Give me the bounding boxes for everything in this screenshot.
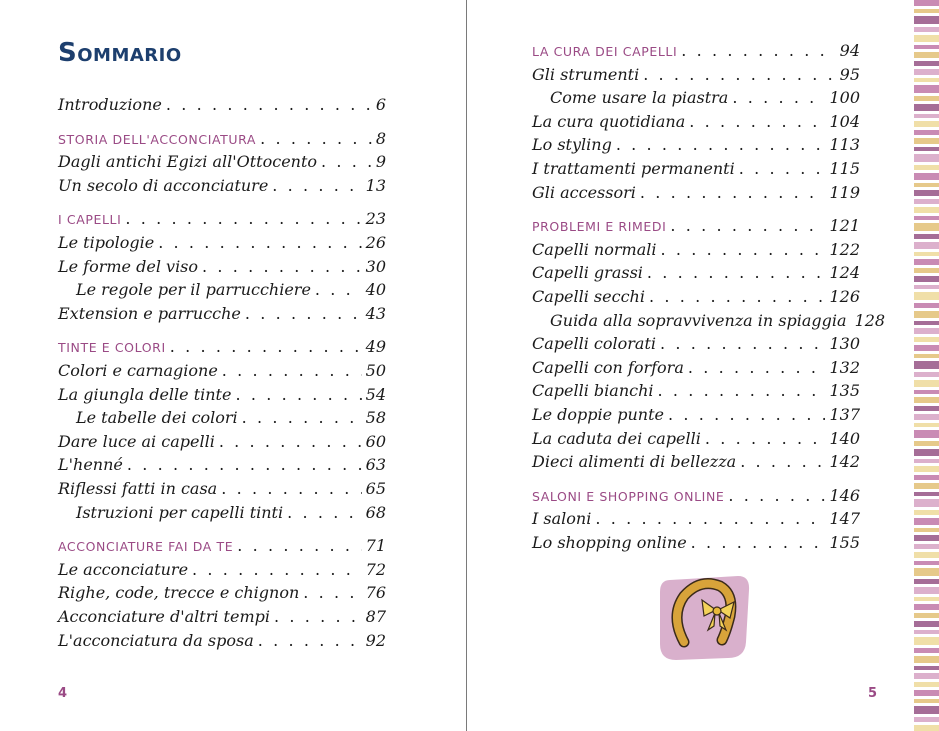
stripe: [914, 459, 939, 463]
stripe: [914, 130, 939, 135]
toc-leader-dots: [668, 404, 825, 426]
toc-entry: [532, 286, 860, 308]
toc-page-number: 115: [829, 159, 860, 178]
toc-leader-dots: [222, 360, 362, 382]
toc-label: Extension e parrucche: [58, 303, 241, 323]
stripe: [914, 114, 939, 118]
stripe: [914, 207, 939, 213]
toc-page-number: 30: [365, 256, 386, 276]
toc-leader-dots: [245, 303, 362, 325]
toc-entry: [58, 360, 386, 382]
toc-label: I saloni: [532, 509, 592, 529]
toc-page-number: 137: [829, 405, 860, 424]
headband-with-bow-icon: [656, 572, 752, 662]
stripe: [914, 190, 939, 196]
stripe: [914, 528, 939, 532]
stripe: [914, 466, 939, 472]
toc-leader-dots: [260, 128, 372, 150]
stripe: [914, 354, 939, 358]
page-number-right: 5: [868, 686, 878, 701]
toc-entry: [532, 182, 860, 204]
stripe: [914, 690, 939, 696]
toc-page-number: 146: [829, 485, 860, 505]
toc-leader-dots: [158, 232, 361, 254]
toc-entry: [532, 64, 860, 86]
stripe: [914, 535, 939, 541]
toc-entry: [532, 357, 860, 379]
stripe: [914, 621, 939, 627]
toc-entry: [532, 239, 860, 261]
stripe: [914, 165, 939, 170]
toc-leader-dots: [649, 286, 826, 308]
toc-leader-dots: [219, 431, 362, 453]
stripe: [914, 45, 939, 49]
stripe: [914, 121, 939, 127]
stripe: [914, 78, 939, 82]
stripe: [914, 380, 939, 387]
toc-page-number: 119: [829, 182, 860, 202]
toc-label: Gli accessori: [532, 182, 636, 202]
stripe: [914, 216, 939, 220]
toc-leader-dots: [647, 262, 826, 284]
toc-entry: [550, 87, 860, 109]
toc-entry: [58, 384, 386, 406]
stripe: [914, 372, 939, 377]
page-gutter-divider: [466, 0, 467, 731]
toc-entry: [58, 431, 386, 453]
stripe: [914, 648, 939, 653]
toc-page-number: 140: [829, 428, 860, 448]
toc-page-number: 63: [365, 455, 386, 475]
toc-entry: [532, 428, 860, 450]
toc-label: Capelli bianchi: [532, 381, 654, 401]
toc-label: Le tipologie: [58, 233, 155, 252]
toc-label: Le regole per il parrucchiere: [76, 280, 311, 300]
stripe: [914, 666, 939, 670]
toc-page-number: 92: [365, 630, 386, 650]
toc-entry: [58, 454, 386, 476]
toc-page-number: 49: [365, 337, 386, 357]
toc-leader-dots: [658, 380, 826, 402]
toc-label: I trattamenti permanenti: [532, 159, 735, 178]
stripe: [914, 673, 939, 679]
toc-label: Dare luce ai capelli: [58, 431, 215, 451]
toc-page-number: 68: [365, 502, 386, 522]
toc-entry: [58, 582, 386, 604]
toc-entry: [58, 559, 386, 581]
toc-section: [58, 208, 386, 230]
toc-entry: [58, 256, 386, 278]
toc-page-number: 23: [365, 209, 386, 229]
stripe: [914, 259, 939, 265]
stripe: [914, 430, 939, 438]
stripe: [914, 321, 939, 325]
toc-label: La giungla delle tinte: [58, 384, 232, 404]
stripe: [914, 85, 939, 93]
page-title: Sommario: [58, 38, 182, 68]
toc-page-number: 58: [365, 408, 386, 428]
stripe: [914, 9, 939, 13]
toc-page-number: 76: [365, 583, 386, 603]
toc-leader-dots: [740, 451, 825, 473]
toc-label: Colori e carnagione: [58, 361, 218, 380]
toc-section: [58, 336, 386, 358]
decorative-stripe-border: [914, 0, 939, 731]
toc-label: Dieci alimenti di bellezza: [532, 452, 737, 472]
stripe: [914, 568, 939, 576]
stripe: [914, 303, 939, 308]
stripe: [914, 61, 939, 66]
toc-page-number: 130: [829, 334, 860, 354]
stripe: [914, 630, 939, 634]
toc-leader-dots: [315, 279, 362, 301]
stripe: [914, 561, 939, 565]
toc-label: Un secolo di acconciature: [58, 175, 269, 195]
toc-leader-dots: [202, 256, 362, 278]
toc-leader-dots: [321, 151, 372, 173]
toc-label: Come usare la piastra: [550, 88, 729, 108]
toc-entry: [76, 279, 386, 301]
stripe: [914, 199, 939, 204]
toc-page-number: 60: [365, 431, 386, 451]
toc-label: SALONI E SHOPPING ONLINE: [532, 488, 725, 504]
stripe: [914, 717, 939, 722]
stripe: [914, 397, 939, 403]
toc-entry: [532, 532, 860, 554]
toc-label: STORIA DELL'ACCONCIATURA: [58, 131, 257, 147]
toc-page-number: 113: [829, 135, 860, 155]
toc-entry: [532, 380, 860, 402]
toc-label: Riflessi fatti in casa: [58, 479, 218, 498]
toc-section: [58, 128, 386, 150]
stripe: [914, 285, 939, 289]
toc-label: Istruzioni per capelli tinti: [76, 502, 284, 522]
toc-leader-dots: [258, 630, 362, 652]
toc-entry: [58, 94, 386, 116]
stripe: [914, 311, 939, 318]
stripe: [914, 242, 939, 249]
stripe: [914, 604, 939, 610]
stripe: [914, 499, 939, 507]
toc-leader-dots: [595, 508, 825, 530]
toc-page-number: 121: [829, 216, 860, 236]
toc-label: Capelli colorati: [532, 334, 657, 354]
toc-leader-dots: [640, 182, 826, 204]
stripe: [914, 449, 939, 456]
stripe: [914, 656, 939, 663]
toc-leader-dots: [303, 582, 361, 604]
toc-entry: [76, 502, 386, 524]
toc-label: Lo shopping online: [532, 533, 687, 552]
stripe: [914, 544, 939, 549]
toc-leader-dots: [616, 134, 826, 156]
toc-entry: [58, 175, 386, 197]
toc-page-number: 6: [375, 95, 386, 114]
stripe: [914, 268, 939, 273]
toc-leader-dots: [670, 215, 825, 237]
toc-entry: [58, 151, 386, 173]
toc-page-number: 94: [839, 41, 860, 60]
toc-section: [532, 40, 860, 62]
stripe: [914, 138, 939, 144]
stripe: [914, 276, 939, 282]
stripe: [914, 16, 939, 24]
stripe: [914, 0, 939, 6]
toc-page-number: 43: [365, 303, 386, 323]
toc-leader-dots: [235, 384, 361, 406]
toc-entry: [58, 232, 386, 254]
toc-entry: [58, 303, 386, 325]
stripe: [914, 328, 939, 334]
toc-label: TINTE E COLORI: [58, 340, 166, 356]
toc-entry: [550, 310, 886, 332]
stripe: [914, 587, 939, 594]
toc-leader-dots: [170, 336, 362, 358]
toc-page-number: 155: [829, 533, 860, 552]
toc-section: [532, 215, 860, 237]
toc-page-number: 132: [829, 357, 860, 377]
stripe: [914, 252, 939, 256]
toc-page-number: 8: [375, 128, 386, 148]
stripe: [914, 423, 939, 427]
stripe: [914, 96, 939, 101]
stripe: [914, 483, 939, 489]
toc-label: Guida alla sopravvivenza in spiaggia: [550, 310, 847, 330]
stripe: [914, 475, 939, 480]
stripe: [914, 345, 939, 351]
toc-entry: [532, 451, 860, 473]
toc-label: Capelli normali: [532, 239, 657, 259]
toc-label: Capelli con forfora: [532, 357, 684, 377]
toc-page-number: 122: [829, 239, 860, 259]
toc-page-number: 40: [365, 280, 386, 300]
toc-page-number: 95: [839, 64, 860, 84]
toc-section: [532, 485, 860, 507]
toc-entry: [58, 606, 386, 628]
toc-leader-dots: [237, 535, 361, 557]
stripe: [914, 579, 939, 584]
toc-leader-dots: [728, 485, 825, 507]
stripe: [914, 223, 939, 231]
toc-entry: [532, 262, 860, 284]
toc-page-number: 50: [365, 361, 386, 380]
toc-leader-dots: [643, 64, 835, 86]
toc-entry: [532, 508, 860, 530]
toc-page-number: 71: [365, 536, 386, 556]
toc-page-number: 54: [365, 384, 386, 404]
toc-entry: [532, 158, 860, 180]
stripe: [914, 510, 939, 515]
toc-label: Gli strumenti: [532, 64, 640, 84]
toc-leader-dots: [125, 208, 361, 230]
toc-page-number: 126: [829, 287, 860, 306]
toc-entry: [58, 630, 386, 652]
toc-section: [58, 535, 386, 557]
stripe: [914, 441, 939, 446]
toc-label: L'henné: [58, 455, 123, 475]
toc-leader-dots: [242, 407, 362, 429]
stripe: [914, 706, 939, 714]
toc-leader-dots: [192, 559, 362, 581]
toc-entry: [532, 404, 860, 426]
stripe: [914, 52, 939, 58]
toc-leader-dots: [689, 111, 825, 133]
toc-leader-dots: [274, 606, 362, 628]
toc-label: Le acconciature: [58, 559, 189, 579]
stripe: [914, 597, 939, 601]
stripe: [914, 27, 939, 32]
toc-entry: [76, 407, 386, 429]
stripe: [914, 147, 939, 151]
stripe: [914, 492, 939, 496]
stripe: [914, 414, 939, 420]
toc-label: L'acconciatura da sposa: [58, 630, 254, 650]
stripe: [914, 613, 939, 618]
stripe: [914, 154, 939, 162]
stripe: [914, 183, 939, 187]
toc-leader-dots: [688, 357, 826, 379]
stripe: [914, 292, 939, 300]
stripe: [914, 173, 939, 180]
toc-entry: [532, 111, 860, 133]
toc-label: Le forme del viso: [58, 256, 199, 276]
toc-label: Lo styling: [532, 135, 612, 155]
toc-page-number: 128: [854, 310, 886, 330]
stripe: [914, 406, 939, 411]
toc-page-number: 142: [829, 452, 860, 472]
stripe: [914, 390, 939, 394]
left-page: [0, 0, 466, 731]
toc-label: ACCONCIATURE FAI DA TE: [58, 539, 234, 555]
toc-label: PROBLEMI E RIMEDI: [532, 219, 667, 235]
toc-label: LA CURA DEI CAPELLI: [532, 44, 678, 59]
stripe: [914, 637, 939, 645]
toc-page-number: 100: [829, 88, 860, 108]
toc-page-number: 65: [365, 479, 386, 498]
toc-leader-dots: [691, 532, 826, 554]
toc-page-number: 13: [365, 175, 386, 195]
page-number-left: 4: [58, 686, 68, 701]
toc-label: La cura quotidiana: [532, 111, 686, 131]
stripe: [914, 104, 939, 111]
stripe: [914, 552, 939, 558]
toc-entry: [532, 333, 860, 355]
toc-label: Introduzione: [58, 95, 162, 114]
toc-leader-dots: [660, 239, 825, 261]
toc-leader-dots: [287, 502, 362, 524]
toc-label: Le doppie punte: [532, 405, 664, 424]
stripe: [914, 699, 939, 703]
toc-page-number: 147: [829, 509, 860, 529]
toc-page-number: 135: [829, 381, 860, 401]
toc-leader-dots: [732, 87, 825, 109]
toc-entry: [58, 478, 386, 500]
toc-leader-dots: [660, 333, 825, 355]
toc-leader-dots: [705, 428, 826, 450]
stripe: [914, 725, 939, 731]
stripe: [914, 337, 939, 342]
stripe: [914, 518, 939, 525]
toc-label: Righe, code, trecce e chignon: [58, 583, 300, 603]
toc-page-number: 87: [365, 607, 386, 626]
stripe: [914, 682, 939, 687]
stripe: [914, 361, 939, 369]
toc-leader-dots: [272, 175, 361, 197]
toc-label: I CAPELLI: [58, 212, 122, 228]
stripe: [914, 35, 939, 42]
toc-label: Acconciature d'altri tempi: [58, 607, 270, 626]
toc-page-number: 9: [375, 152, 386, 172]
toc-leader-dots: [739, 158, 826, 180]
toc-leader-dots: [127, 454, 362, 476]
toc-entry: [532, 134, 860, 156]
toc-leader-dots: [166, 94, 372, 116]
stripe: [914, 69, 939, 75]
toc-page-number: 72: [365, 559, 386, 579]
toc-page-number: 124: [829, 263, 860, 283]
toc-leader-dots: [681, 40, 835, 62]
toc-label: Capelli secchi: [532, 287, 645, 306]
toc-page-number: 104: [829, 111, 860, 131]
toc-label: La caduta dei capelli: [532, 428, 701, 448]
toc-label: Capelli grassi: [532, 263, 643, 283]
toc-label: Dagli antichi Egizi all'Ottocento: [58, 152, 318, 172]
toc-leader-dots: [221, 478, 361, 500]
toc-page-number: 26: [365, 233, 386, 252]
stripe: [914, 234, 939, 239]
toc-label: Le tabelle dei colori: [76, 408, 238, 428]
